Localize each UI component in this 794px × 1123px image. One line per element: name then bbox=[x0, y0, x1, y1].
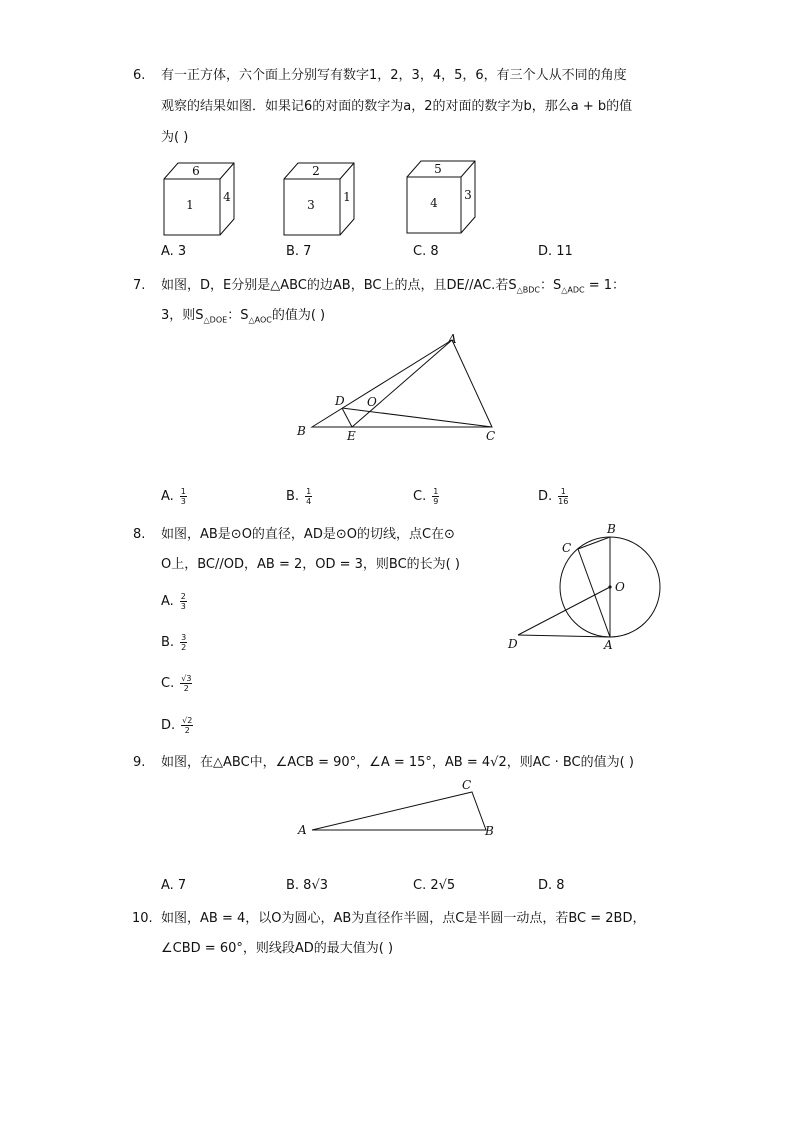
q7-triangle-figure bbox=[290, 328, 510, 448]
q9-line-1: 如图，在△ABC中，∠ACB = 90°，∠A = 15°，AB = 4√2，则AC · BC的值为( ) bbox=[161, 755, 634, 770]
q8-number: 8. bbox=[133, 527, 146, 542]
q9-label-a: A bbox=[298, 823, 307, 837]
q8-option-c[interactable]: C. $\frac{√3}{2}$ bbox=[161, 674, 192, 693]
q9-number: 9. bbox=[133, 755, 146, 770]
cube-1-right: 4 bbox=[223, 190, 231, 204]
cube-2-top: 2 bbox=[312, 164, 320, 178]
cube-2-front: 3 bbox=[307, 198, 315, 212]
q9-option-b[interactable]: B. 8√3 bbox=[286, 878, 329, 893]
cube-1-top: 6 bbox=[192, 164, 200, 178]
q7-label-b: B bbox=[297, 424, 306, 438]
q7-line-1: 如图，D，E分别是△ABC的边AB，BC上的点，且DE//AC.若$S_{\triangle BDC}$：$S_{\triangle ADC} = 1$： bbox=[161, 278, 626, 295]
q6-line-1: 有一正方体，六个面上分别写有数字1，2，3，4，5，6，有三个人从不同的角度 bbox=[161, 68, 627, 83]
q9-triangle-figure bbox=[290, 772, 510, 842]
cube-3-right: 3 bbox=[464, 188, 472, 202]
q9-option-a[interactable]: A. 7 bbox=[161, 878, 187, 893]
cube-2 bbox=[284, 163, 354, 235]
q9-label-b: B bbox=[485, 824, 494, 838]
q6-option-a[interactable]: A. 3 bbox=[161, 244, 187, 259]
cube-1 bbox=[164, 163, 234, 235]
q8-option-b[interactable]: B. $\frac{3}{2}$ bbox=[161, 633, 187, 652]
q6-option-d[interactable]: D. 11 bbox=[538, 244, 573, 259]
q8-line-1: 如图，AB是⊙O的直径，AD是⊙O的切线，点C在⊙ bbox=[161, 527, 455, 542]
q10-line-2: ∠CBD = 60°，则线段AD的最大值为( ) bbox=[161, 941, 394, 956]
q8-label-c: C bbox=[562, 541, 572, 555]
q7-line-2: 3，则$S_{\triangle DOE}$：$S_{\triangle AOC}$的值为( ) bbox=[161, 308, 326, 325]
q7-label-d: D bbox=[335, 394, 345, 408]
q7-label-o: O bbox=[367, 395, 377, 409]
q6-number: 6. bbox=[133, 68, 146, 83]
q6-line-2: 观察的结果如图．如果记6的对面的数字为a，2的对面的数字为b，那么a + b的值 bbox=[161, 99, 633, 114]
q8-label-o: O bbox=[615, 580, 625, 594]
q8-label-a: A bbox=[604, 638, 613, 652]
q6-cubes-figure bbox=[150, 155, 490, 237]
q9-option-d[interactable]: D. 8 bbox=[538, 878, 565, 893]
q8-label-d: D bbox=[508, 637, 518, 651]
cube-3-front: 4 bbox=[430, 196, 438, 210]
q7-option-d[interactable]: D. $\frac{1}{16}$ bbox=[538, 487, 569, 506]
q8-option-d[interactable]: D. $\frac{√2}{2}$ bbox=[161, 716, 193, 735]
cube-1-front: 1 bbox=[186, 198, 194, 212]
q6-line-3: 为( ) bbox=[161, 130, 189, 145]
cube-3-top: 5 bbox=[434, 162, 442, 176]
q8-label-b: B bbox=[607, 522, 616, 536]
q10-line-1: 如图，AB = 4，以O为圆心，AB为直径作半圆，点C是半圆一动点，若BC = 2BD， bbox=[161, 911, 646, 926]
q7-option-c[interactable]: C. $\frac{1}{9}$ bbox=[413, 487, 439, 506]
q10-number: 10. bbox=[132, 911, 153, 926]
cube-3 bbox=[407, 161, 475, 233]
q9-label-c: C bbox=[462, 778, 472, 792]
q8-line-2: O上，BC//OD，AB = 2，OD = 3，则BC的长为( ) bbox=[161, 557, 460, 572]
q7-option-a[interactable]: A. $\frac{1}{3}$ bbox=[161, 487, 186, 506]
q9-option-c[interactable]: C. 2√5 bbox=[413, 878, 456, 893]
q7-number: 7. bbox=[133, 278, 146, 293]
cube-2-right: 1 bbox=[343, 190, 351, 204]
q6-option-b[interactable]: B. 7 bbox=[286, 244, 312, 259]
q8-circle-figure bbox=[500, 518, 670, 658]
q6-option-c[interactable]: C. 8 bbox=[413, 244, 439, 259]
q8-option-a[interactable]: A. $\frac{2}{3}$ bbox=[161, 592, 186, 611]
q7-option-b[interactable]: B. $\frac{1}{4}$ bbox=[286, 487, 312, 506]
q7-label-e: E bbox=[347, 429, 356, 443]
q7-label-a: A bbox=[448, 332, 457, 346]
q7-label-c: C bbox=[486, 429, 496, 443]
